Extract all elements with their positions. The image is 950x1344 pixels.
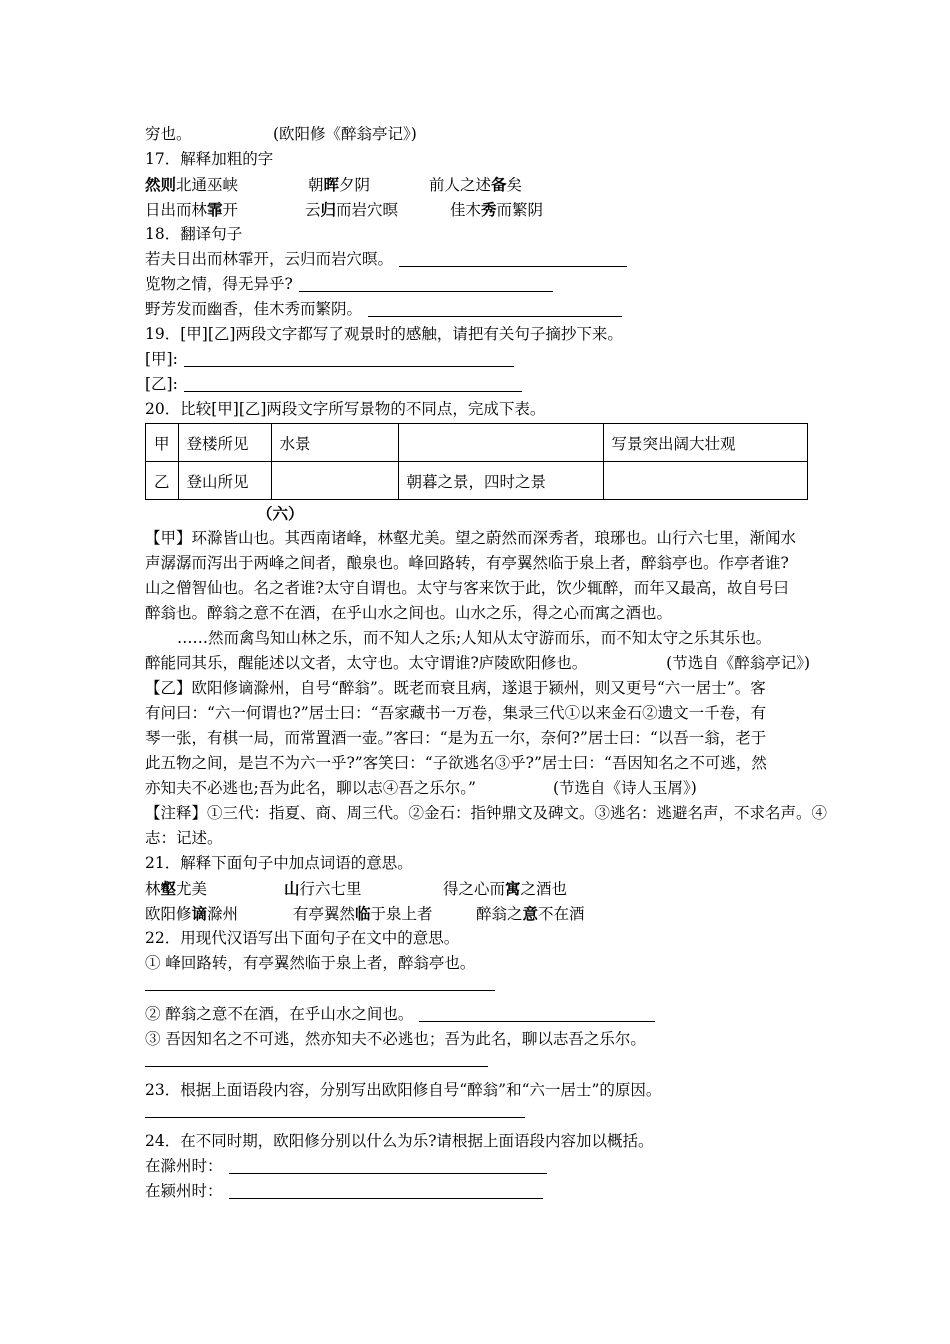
table-cell: 登楼所见 [178,424,271,462]
q21-title: 21．解释下面句子中加点词语的意思。 [145,854,413,872]
passage-line: 有问曰：“六一何谓也?”居士曰：“吾家藏书一万卷，集录三代①以来金石②遗文一千卷，有 [145,704,767,722]
q17-item: 日出而林霏开 [145,200,239,219]
q18-title: 18．翻译句子 [145,225,243,243]
passage-line: 琴一张，有棋一局，而常置酒一壶。”客曰：“是为五一尔，奈何?”居士曰：“以吾一翁，老于 [145,729,767,747]
comparison-table [145,423,808,500]
q22-s2: ② 醉翁之意不在酒，在乎山水之间也。 [145,1002,810,1027]
q18-line: 野芳发而幽香，佳木秀而繁阴。 [145,297,810,322]
answer-blank[interactable] [229,1182,543,1199]
passage-b-source: (节选自《诗人玉屑》) [553,779,697,797]
q17-row2 [145,197,810,222]
table-cell: 乙 [146,462,179,500]
q17-item: 朝晖夕阴 [308,175,371,194]
passage-line: 醉翁也。醉翁之意不在酒，在乎山水之间也。山水之乐，得之心而寓之酒也。 [145,604,673,622]
table-row [146,462,808,500]
q17-item: 前人之述备矣 [429,175,523,194]
q22-title: 22．用现代汉语写出下面句子在文中的意思。 [145,929,460,947]
answer-blank[interactable] [299,275,553,292]
table-cell[interactable] [603,462,807,500]
passage-line: 声潺潺而泻出于两峰之间者，酿泉也。峰回路转，有亭翼然临于泉上者，醉翁亭也。作亭者谁? [145,554,789,572]
q21-item: 欧阳修谪滁州 [145,904,239,923]
q19-b: [乙]: [145,372,810,397]
table-row [146,424,808,462]
passage-line: 醉能同其乐，醒能述以文者，太守也。太守谓谁?庐陵欧阳修也。 (节选自《醉翁亭记》) [145,651,810,676]
table-cell: 登山所见 [178,462,271,500]
passage-line: 【乙】欧阳修谪滁州，自号“醉翁”。既老而衰且病，遂退于颍州，则又更号“六一居士”。客 [145,679,766,697]
q24-b: 在颍州时： [145,1179,810,1204]
answer-blank[interactable] [229,1157,547,1174]
worksheet-page [145,122,828,1204]
q21-item: 林壑尤美 [145,879,208,898]
q20-title: 20．比较[甲][乙]两段文字所写景物的不同点，完成下表。 [145,400,546,418]
passage-a [145,526,810,676]
q21-row2 [145,901,810,926]
passage-line: 山之僧智仙也。名之者谁?太守自谓也。太守与客来饮于此，饮少辄醉，而年又最高，故自号曰 [145,579,789,597]
q21-item: 山行六七里 [284,879,362,898]
passage-a-source: (节选自《醉翁亭记》) [666,654,810,672]
passage-b [145,676,810,801]
answer-blank[interactable] [399,250,627,267]
q18-line: 若夫日出而林霏开，云归而岩穴暝。 [145,247,810,272]
table-cell[interactable] [398,424,603,462]
notes-line: 志：记述。 [145,829,223,847]
q17-item: 然则北通巫峡 [145,175,239,194]
passage-line: 【甲】环滁皆山也。其西南诸峰，林壑尤美。望之蔚然而深秀者，琅琊也。山行六七里，渐闻水 [145,529,797,547]
answer-blank[interactable] [184,375,522,392]
answer-blank[interactable] [419,1005,655,1022]
q19-title: 19．[甲][乙]两段文字都写了观景时的感触，请把有关句子摘抄下来。 [145,325,623,343]
answer-blank[interactable] [145,1103,525,1118]
q17-item: 云归而岩穴暝 [305,200,399,219]
q21-item: 得之心而寓之酒也 [443,879,568,898]
passage-line: ……然而禽鸟知山林之乐，而不知人之乐;人知从太守游而乐，而不知太守之乐其乐也。 [177,629,772,647]
notes-line: 【注释】①三代：指夏、商、周三代。②金石：指钟鼎文及碑文。③逃名：逃避名声，不求名声。④ [145,804,828,822]
answer-blank[interactable] [145,1052,488,1067]
q17-row1 [145,172,810,197]
top-line-text: 穷也。 [145,125,192,143]
q21-row1 [145,876,810,901]
top-line [145,122,810,147]
q24-a: 在滁州时： [145,1154,810,1179]
q22-s1: ① 峰回路转，有亭翼然临于泉上者，醉翁亭也。 [145,954,476,972]
answer-blank[interactable] [184,350,514,367]
top-line-source: (欧阳修《醉翁亭记》) [273,125,417,143]
q23-title: 23．根据上面语段内容，分别写出欧阳修自号“醉翁”和“六一居士”的原因。 [145,1081,662,1099]
q19-a: [甲]: [145,347,810,372]
table-cell: 甲 [146,424,179,462]
answer-blank[interactable] [368,300,622,317]
q21-item: 醉翁之意不在酒 [476,904,585,923]
q21-item: 有亭翼然临于泉上者 [293,904,433,923]
passage-line: 此五物之间，是岂不为六一乎?”客笑曰：“子欲逃名③乎?”居士曰：“吾因知名之不可逃，然 [145,754,767,772]
q22-s3: ③ 吾因知名之不可逃，然亦知夫不必逃也；吾为此名，聊以志吾之乐尔。 [145,1030,646,1048]
passage-line: 亦知夫不必逃也;吾为此名，聊以志④吾之乐尔。” (节选自《诗人玉屑》) [145,776,810,801]
table-cell: 朝暮之景，四时之景 [398,462,603,500]
table-cell: 写景突出阔大壮观 [603,424,807,462]
section-title: （六） [257,504,304,523]
table-cell: 水景 [271,424,398,462]
answer-blank[interactable] [145,976,495,991]
q24-title: 24．在不同时期，欧阳修分别以什么为乐?请根据上面语段内容加以概括。 [145,1132,654,1150]
q18-line: 览物之情，得无异乎? [145,272,810,297]
q17-item: 佳木秀而繁阴 [450,200,544,219]
table-cell[interactable] [271,462,398,500]
q17-title: 17．解释加粗的字 [145,150,274,168]
